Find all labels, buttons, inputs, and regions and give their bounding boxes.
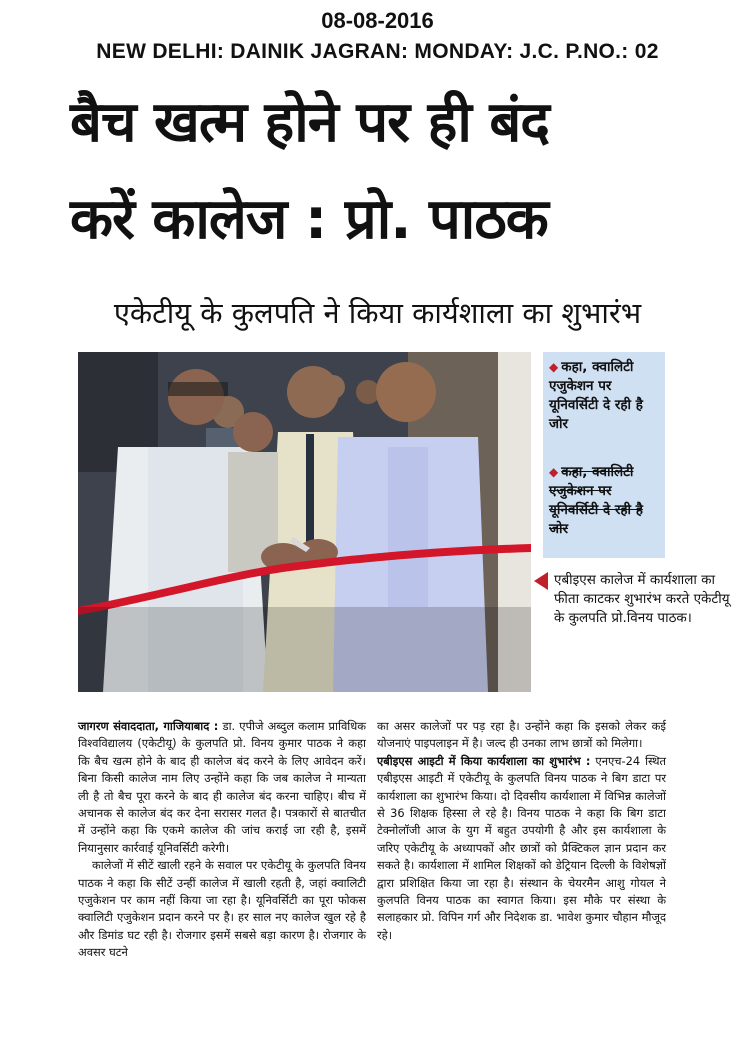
clipping-date: 08-08-2016 xyxy=(321,8,434,33)
caption-pointer-icon xyxy=(534,572,548,590)
section-subtitle: एबीइएस आइटी में किया कार्यशाला का शुभारंभ : xyxy=(377,753,591,768)
byline: जागरण संवाददाता, गाजियाबाद : xyxy=(78,719,219,733)
news-photo xyxy=(78,352,531,692)
paragraph-text: डा. एपीजे अब्दुल कलाम प्राविधिक विश्वविद्यालय (एकेटीयू) के कुलपति प्रो. विनय कुमार पाठक ने कहा कि बैच खत्म होने के बाद ही कालेज बंद करने के लिए आवेदन करें। बिना किसी कालेज नाम लिए उन्होंने कहा कि जब कालेज ने मान्यता ली है तो बैच पूरा करने के बाद ही कालेज बंद करना चाहिए। बीच में अचानक से कालेज बंद कर देना सरासर गलत है। पत्रकारों से बातचीत में उन्होंने कहा कि एकमे कालेज की जांच कराई जा रही है, इसमें नियानुसार कार्रवाई यूनिवर्सिटी करेगी। xyxy=(78,719,366,855)
article-column-1 xyxy=(78,718,366,962)
paragraph-text: एनएच-24 स्थित एबीइएस आइटी में एकेटीयू के कुलपति विनय पाठक ने बिग डाटा पर कार्यशाला का शुभारंभ किया। दो दिवसीय कार्यशाला में विभिन्न कालेजों से 36 शिक्षक हिस्सा ले रहे है। विनय पाठक ने कहा कि बिग डाटा टेक्नोलॉजी आज के युग में बहुत उपयोगी है और इस कार्यशाला के जरिए एकेटीयू के अध्यापकों और छात्रों को प्रैक्टिकल ज्ञान प्रदान कर सकते है। कार्यशाला में शामिल शिक्षकों को डेट्रियान दिल्ली के विशेषज्ञों द्वारा प्रशिक्षित किया जा रहा है। संस्थान के चेयरमैन आशु गोयल ने कुलपति विनय पाठक का स्वागत किया। इस मौके पर संस्था के सलाहकार प्रो. विपिन गर्ग और निदेशक डा. भावेश कुमार चौहान मौजूद रहे। xyxy=(377,753,666,942)
article-paragraph: का असर कालेजों पर पड़ रहा है। उन्होंने कहा कि इसको लेकर कई योजनाएं पाइपलाइन में है। जल्द ही उनका लाभ छात्रों को मिलेगा। xyxy=(377,719,666,751)
diamond-bullet-icon: ◆ xyxy=(549,360,559,374)
article-column-2 xyxy=(377,718,666,944)
caption-text: एबीइएस कालेज में कार्यशाला का फीता काटकर शुभारंभ करते एकेटीयू के कुलपति प्रो.विनय पाठक। xyxy=(554,572,730,626)
publication-line: NEW DELHI: DAINIK JAGRAN: MONDAY: J.C. P.NO.: 02 xyxy=(96,40,659,63)
sub-headline: एकेटीयू के कुलपति ने किया कार्यशाला का शुभारंभ xyxy=(113,296,642,330)
diamond-bullet-icon: ◆ xyxy=(549,465,559,479)
highlight-item xyxy=(549,358,663,434)
highlight-text: कहा, क्वालिटी एजुकेशन पर यूनिवर्सिटी दे रही है जोर xyxy=(549,359,643,432)
ribbon-cutting-photo xyxy=(78,352,531,692)
headline-line-1: बैच खत्म होने पर ही बंद xyxy=(70,90,550,155)
headline-line-2: करें कालेज : प्रो. पाठक xyxy=(70,187,548,252)
article-paragraph xyxy=(377,753,666,944)
article-paragraph: कालेजों में सीटें खाली रहने के सवाल पर एकेटीयू के कुलपति विनय पाठक ने कहा कि सीटें उन्हीं कालेज में खाली रहती है, जहां क्वालिटी एजुकेशन पर काम नहीं किया जा रहा है। यूनिवर्सिटी का पूरा फोकस क्वालिटी एजुकेशन प्रदान करने पर है। हर साल नए कालेज खुल रहे है और डिमांड घट रही है। रोजगार इसमें सबसे बड़ा कारण है। रोजगार के अवसर घटने xyxy=(78,858,366,960)
highlight-item xyxy=(549,463,663,539)
highlights-sidebar xyxy=(543,352,665,558)
article-paragraph xyxy=(78,718,366,857)
highlight-text: कहा, क्वालिटी एजुकेशन पर यूनिवर्सिटी दे रही है जोर xyxy=(549,464,643,537)
